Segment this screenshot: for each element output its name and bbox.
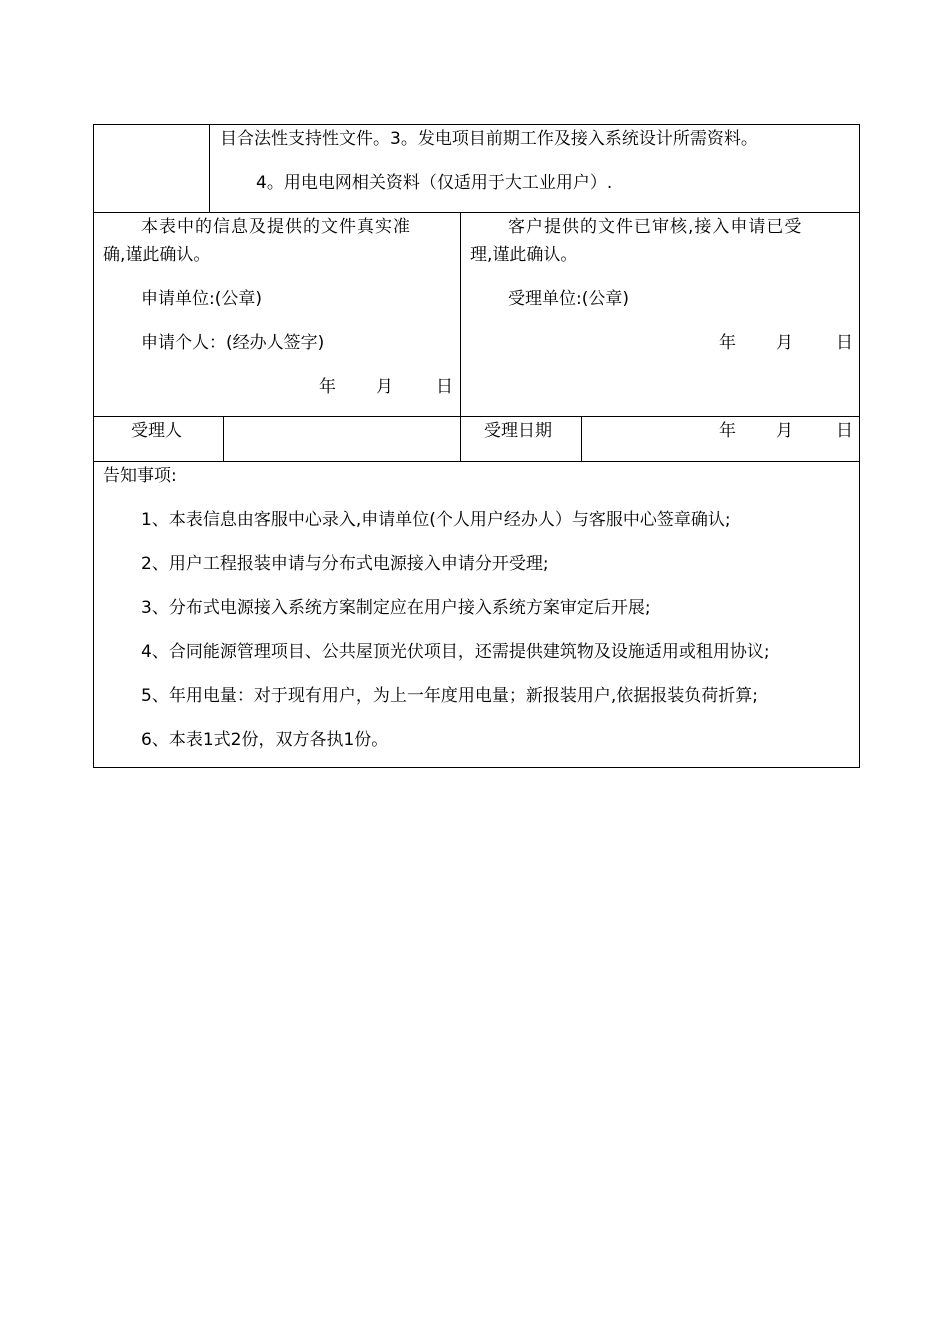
applicant-date-day: 日 <box>436 377 453 397</box>
application-form-table <box>93 124 860 768</box>
applicant-unit-label: 申请单位:(公章) <box>141 289 262 309</box>
accept-date-year: 年 <box>719 421 736 441</box>
acceptor-declaration-line-1: 客户提供的文件已审核,接入申请已受 <box>508 217 803 237</box>
notice-item: 3、分布式电源接入系统方案制定应在用户接入系统方案审定后开展; <box>141 598 651 618</box>
materials-line-1: 目合法性支持性文件。3。发电项目前期工作及接入系统设计所需资料。 <box>220 129 758 149</box>
column-divider <box>223 416 224 461</box>
row-divider <box>94 416 859 417</box>
column-divider <box>209 125 210 212</box>
row-divider <box>94 212 859 213</box>
acceptor-declaration-line-2: 理,谨此确认。 <box>470 245 578 265</box>
column-divider <box>581 416 582 461</box>
notice-item: 5、年用电量：对于现有用户，为上一年度用电量；新报装用户,依据报装负荷折算; <box>141 686 758 706</box>
applicant-date-month: 月 <box>376 377 393 397</box>
accept-date-label: 受理日期 <box>484 421 552 441</box>
acceptor-date-year: 年 <box>719 333 736 353</box>
accept-date-month: 月 <box>776 421 793 441</box>
acceptor-unit-label: 受理单位:(公章) <box>508 289 629 309</box>
acceptor-date-month: 月 <box>776 333 793 353</box>
accept-date-day: 日 <box>836 421 853 441</box>
notice-item: 1、本表信息由客服中心录入,申请单位(个人用户经办人）与客服中心签章确认; <box>141 510 731 530</box>
applicant-declaration-line-1: 本表中的信息及提供的文件真实准 <box>141 217 411 237</box>
notice-item: 2、用户工程报装申请与分布式电源接入申请分开受理; <box>141 554 549 574</box>
notice-heading: 告知事项: <box>103 466 177 486</box>
materials-line-2: 4。用电电网相关资料（仅适用于大工业用户）. <box>256 173 613 193</box>
acceptor-date-day: 日 <box>836 333 853 353</box>
applicant-declaration-line-2: 确,谨此确认。 <box>103 245 211 265</box>
notice-item: 6、本表1式2份，双方各执1份。 <box>141 730 389 750</box>
row-divider <box>94 461 859 462</box>
column-divider <box>460 212 461 461</box>
handler-label: 受理人 <box>131 421 182 441</box>
applicant-person-label: 申请个人：(经办人签字) <box>141 333 325 353</box>
applicant-date-year: 年 <box>319 377 336 397</box>
notice-item: 4、合同能源管理项目、公共屋顶光伏项目，还需提供建筑物及设施适用或租用协议; <box>141 642 770 662</box>
